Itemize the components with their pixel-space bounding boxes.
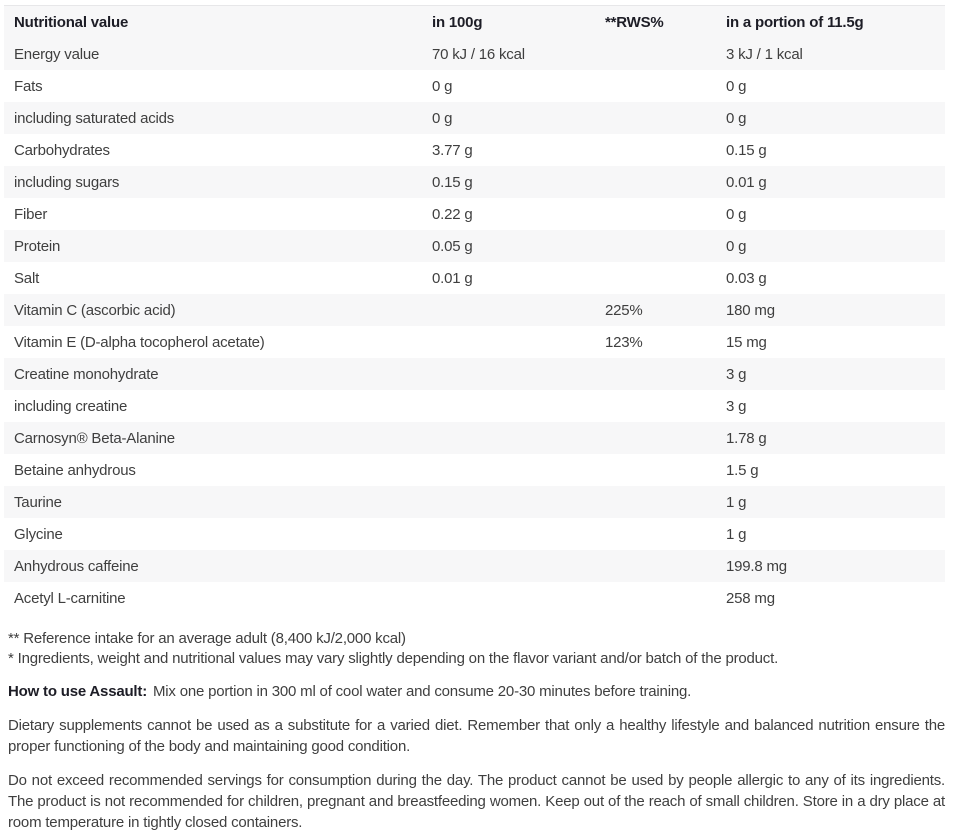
table-row — [4, 102, 945, 134]
rws-percent-value: 123% — [605, 333, 643, 351]
how-to-use-line — [8, 682, 945, 702]
value-per-100g: 0 g — [432, 77, 453, 95]
table-row — [4, 486, 945, 518]
column-header-rws-percent: **RWS% — [605, 13, 664, 31]
table-row — [4, 198, 945, 230]
value-per-portion: 180 mg — [726, 301, 775, 319]
nutrient-label: including saturated acids — [14, 109, 175, 127]
table-row — [4, 70, 945, 102]
nutrient-label: Betaine anhydrous — [14, 461, 136, 479]
table-row — [4, 230, 945, 262]
value-per-100g: 3.77 g — [432, 141, 473, 159]
nutrient-label: Protein — [14, 237, 61, 255]
table-row — [4, 454, 945, 486]
nutrient-label: Salt — [14, 269, 40, 287]
ingredients-variance-footnote: * Ingredients, weight and nutritional values may vary slightly depending on the flavor variant and/or batch of the product. — [8, 650, 779, 667]
column-header-nutritional-value: Nutritional value — [14, 13, 129, 31]
nutrition-table-body — [4, 38, 945, 614]
footer-text-block — [0, 629, 954, 833]
table-row — [4, 358, 945, 390]
footnotes — [8, 629, 945, 669]
warnings-paragraph: Do not exceed recommended servings for consumption during the day. The product cannot be used by people allergic to any of its ingredients. The product is not recommended for children, pregnant and breastfeeding women. Keep out of the reach of small children. Store in a dry place at room temperature in tightly closed containers. — [8, 772, 945, 831]
table-row — [4, 166, 945, 198]
table-row — [4, 518, 945, 550]
table-row — [4, 582, 945, 614]
table-row — [4, 294, 945, 326]
value-per-portion: 3 kJ / 1 kcal — [726, 45, 803, 63]
nutrient-label: Vitamin C (ascorbic acid) — [14, 301, 176, 319]
value-per-100g: 0.15 g — [432, 173, 473, 191]
table-row — [4, 390, 945, 422]
value-per-portion: 0 g — [726, 237, 747, 255]
rws-percent-value: 225% — [605, 301, 643, 319]
value-per-portion: 3 g — [726, 365, 747, 383]
value-per-portion: 15 mg — [726, 333, 767, 351]
nutrient-label: Fats — [14, 77, 43, 95]
nutrient-label: including creatine — [14, 397, 128, 415]
column-header-per-portion: in a portion of 11.5g — [726, 13, 864, 31]
nutrition-table-header — [4, 6, 945, 38]
table-row — [4, 38, 945, 70]
how-to-use-label: How to use Assault: — [8, 683, 147, 700]
value-per-portion: 1 g — [726, 525, 747, 543]
value-per-100g: 70 kJ / 16 kcal — [432, 45, 525, 63]
table-row — [4, 326, 945, 358]
value-per-portion: 0 g — [726, 77, 747, 95]
nutrient-label: Anhydrous caffeine — [14, 557, 139, 575]
value-per-portion: 258 mg — [726, 589, 775, 607]
value-per-portion: 0.01 g — [726, 173, 767, 191]
value-per-portion: 1 g — [726, 493, 747, 511]
value-per-100g: 0.01 g — [432, 269, 473, 287]
value-per-100g: 0.22 g — [432, 205, 473, 223]
nutrient-label: Acetyl L-carnitine — [14, 589, 126, 607]
value-per-portion: 0 g — [726, 205, 747, 223]
table-row — [4, 422, 945, 454]
nutrient-label: Fiber — [14, 205, 48, 223]
value-per-portion: 1.5 g — [726, 461, 759, 479]
value-per-portion: 3 g — [726, 397, 747, 415]
table-row — [4, 262, 945, 294]
nutrient-label: Creatine monohydrate — [14, 365, 159, 383]
nutrient-label: Carnosyn® Beta-Alanine — [14, 429, 175, 447]
value-per-portion: 0 g — [726, 109, 747, 127]
nutrient-label: Energy value — [14, 45, 100, 63]
nutrient-label: Vitamin E (D-alpha tocopherol acetate) — [14, 333, 265, 351]
nutrient-label: including sugars — [14, 173, 120, 191]
nutrition-table — [4, 5, 945, 614]
nutrient-label: Glycine — [14, 525, 63, 543]
nutrient-label: Taurine — [14, 493, 62, 511]
value-per-portion: 0.03 g — [726, 269, 767, 287]
value-per-100g: 0.05 g — [432, 237, 473, 255]
value-per-100g: 0 g — [432, 109, 453, 127]
table-row — [4, 134, 945, 166]
value-per-portion: 199.8 mg — [726, 557, 787, 575]
value-per-portion: 1.78 g — [726, 429, 767, 447]
reference-intake-footnote: ** Reference intake for an average adult (8,400 kJ/2,000 kcal) — [8, 630, 406, 647]
value-per-portion: 0.15 g — [726, 141, 767, 159]
column-header-per-100g: in 100g — [432, 13, 483, 31]
how-to-use-text: Mix one portion in 300 ml of cool water and consume 20-30 minutes before training. — [153, 683, 692, 700]
dietary-supplements-paragraph: Dietary supplements cannot be used as a substitute for a varied diet. Remember that only a healthy lifestyle and balanced nutrition ensure the proper functioning of the body and maintaining good condition. — [8, 717, 945, 755]
nutrient-label: Carbohydrates — [14, 141, 110, 159]
table-row — [4, 550, 945, 582]
